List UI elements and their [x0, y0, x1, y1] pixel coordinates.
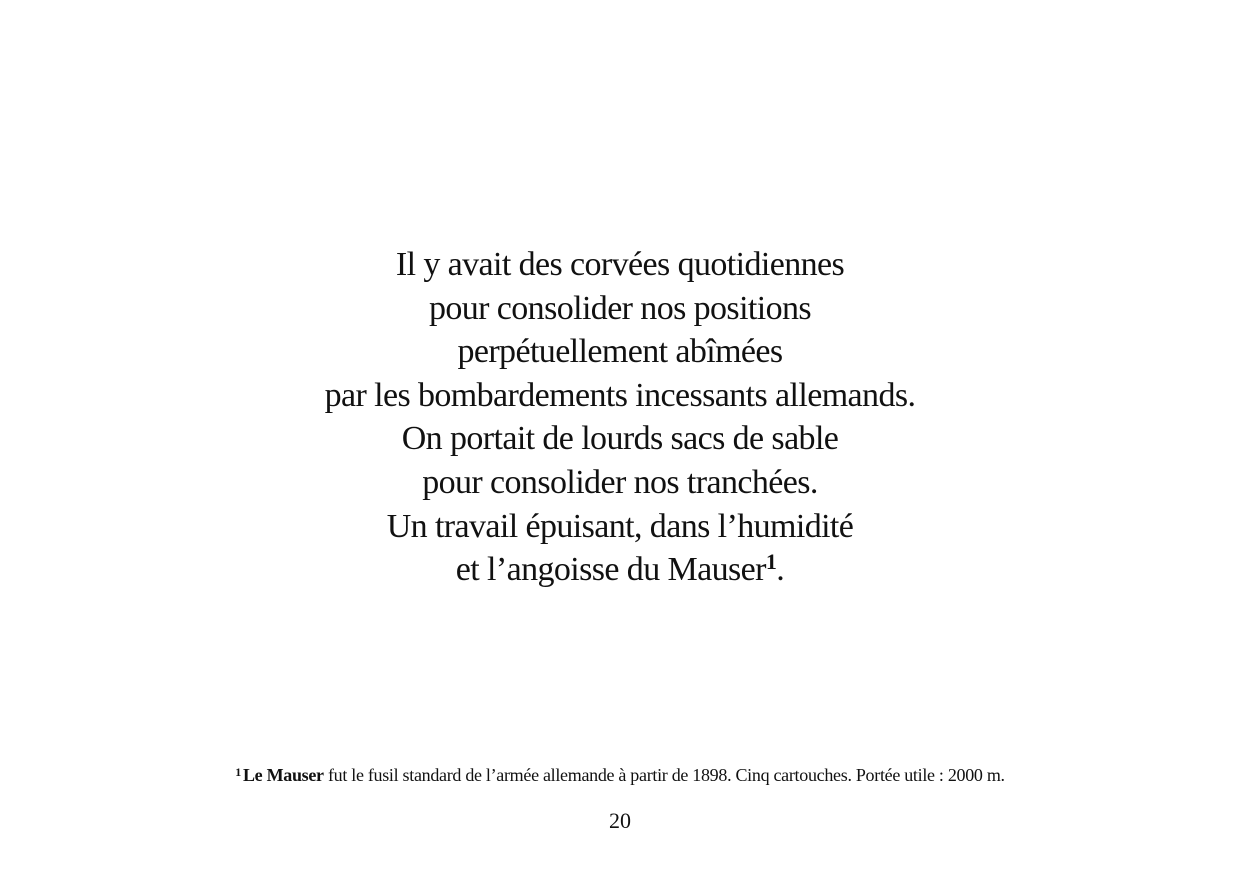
- footnote: [0, 765, 1240, 786]
- poem-line: par les bombardements incessants allemands.: [324, 376, 916, 414]
- footnote-text: fut le fusil standard de l’armée allemande à partir de 1898. Cinq cartouches. Portée utile : 2000 m.: [323, 765, 1005, 785]
- footnote-reference[interactable]: 1: [765, 549, 777, 575]
- poem-stanza: [0, 243, 1240, 592]
- footnote-term: Le Mauser: [242, 765, 324, 785]
- poem-last-line-end: .: [776, 551, 785, 589]
- poem-last-line-text: et l’angoisse du Mauser: [455, 551, 766, 589]
- poem-line: Il y avait des corvées quotidiennes: [395, 246, 845, 283]
- poem-line: perpétuellement abîmées: [457, 333, 783, 371]
- page-number: 20: [609, 808, 631, 833]
- poem-last-line: [0, 548, 1240, 592]
- poem-line: pour consolider nos tranchées.: [422, 463, 818, 501]
- footnote-marker: 1: [235, 765, 241, 779]
- poem-line: On portait de lourds sacs de sable: [401, 420, 839, 458]
- poem-line: pour consolider nos positions: [428, 289, 812, 327]
- poem-line: Un travail épuisant, dans l’humidité: [386, 507, 854, 545]
